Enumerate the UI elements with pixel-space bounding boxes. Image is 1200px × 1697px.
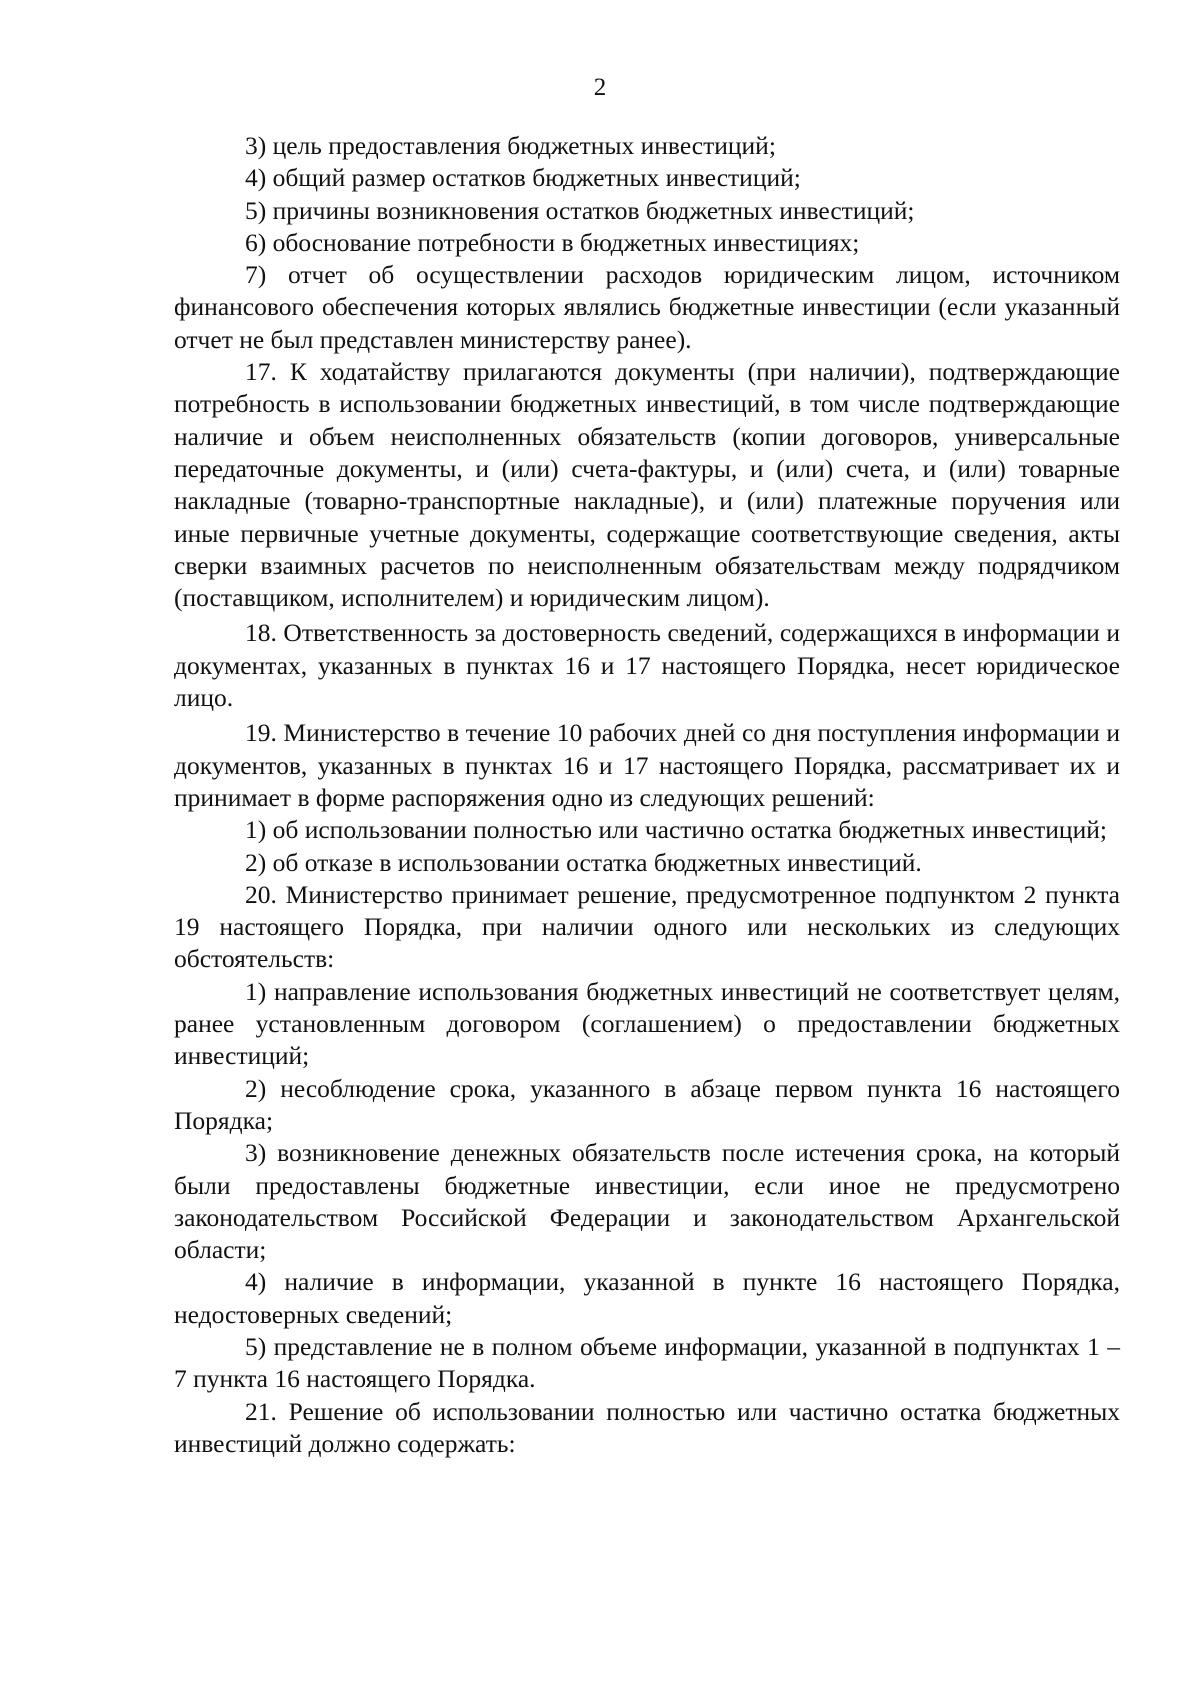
paragraph-20-item-4: 4) наличие в информации, указанной в пункте 16 настоящего Порядка, недостоверных сведений; (174, 1267, 1120, 1329)
list-item-4-total-remainder: 4) общий размер остатков бюджетных инвестиций; (245, 163, 801, 193)
paragraph-20-item-1: 1) направление использования бюджетных инвестиций не соответствует целям, ранее установленным договором (соглашением) о предоставлении бюджетных инвестиций; (174, 976, 1120, 1071)
paragraph-21: 21. Решение об использовании полностью или частично остатка бюджетных инвестиций должно содержать: (174, 1396, 1120, 1458)
list-item-3-purpose: 3) цель предоставления бюджетных инвестиций; (245, 131, 776, 160)
paragraph-18: 18. Ответственность за достоверность сведений, содержащихся в информации и документах, указанных в пунктах 16 и 17 настоящего Порядка, несет юридическое лицо. (174, 618, 1120, 713)
paragraph-19-item-2: 2) об отказе в использовании остатка бюджетных инвестиций. (245, 847, 922, 877)
paragraph-20-item-5: 5) представление не в полном объеме информации, указанной в подпунктах 1 – 7 пункта 16 настоящего Порядка. (174, 1331, 1120, 1394)
paragraph-20: 20. Министерство принимает решение, предусмотренное подпунктом 2 пункта 19 настоящего Порядка, при наличии одного или нескольких из следующих обстоятельств: (174, 879, 1120, 974)
paragraph-17: 17. К ходатайству прилагаются документы (при наличии), подтверждающие потребность в использовании бюджетных инвестиций, в том числе подтверждающие наличие и объем неисполненных обязательств (копии договоров, универсальные передаточные документы, и (или) счета-фактуры, и (или) счета, и (или) товарные накладные (товарно-транспортные накладные), и (или) платежные поручения или иные первичные учетные документы, содержащие соответствующие сведения, акты сверки взаимных расчетов по неисполненным обязательствам между подрядчиком (поставщиком, исполнителем) и юридическим лицом). (174, 357, 1120, 613)
paragraph-19: 19. Министерство в течение 10 рабочих дней со дня поступления информации и документов, указанных в пунктах 16 и 17 настоящего Порядка, рассматривает их и принимает в форме распоряжения одно из следующих решений: (174, 718, 1120, 812)
page-number: 2 (593, 74, 607, 101)
paragraph-20-item-3: 3) возникновение денежных обязательств после истечения срока, на который были предоставлены бюджетные инвестиции, если иное не предусмотрено законодательством Российской Федерации и законодательством Архангельской области; (174, 1138, 1120, 1265)
paragraph-20-item-2: 2) несоблюдение срока, указанного в абзаце первом пункта 16 настоящего Порядка; (174, 1073, 1120, 1135)
list-item-5-reasons: 5) причины возникновения остатков бюджетных инвестиций; (245, 195, 915, 225)
document-body (174, 130, 1120, 1460)
paragraph-19-item-1: 1) об использовании полностью или частично остатка бюджетных инвестиций; (245, 815, 1107, 845)
list-item-6-justification: 6) обоснование потребности в бюджетных инвестициях; (245, 227, 860, 257)
list-item-7-expense-report: 7) отчет об осуществлении расходов юридическим лицом, источником финансового обеспечения которых являлись бюджетные инвестиции (если указанный отчет не был представлен министерству ранее). (174, 260, 1120, 354)
